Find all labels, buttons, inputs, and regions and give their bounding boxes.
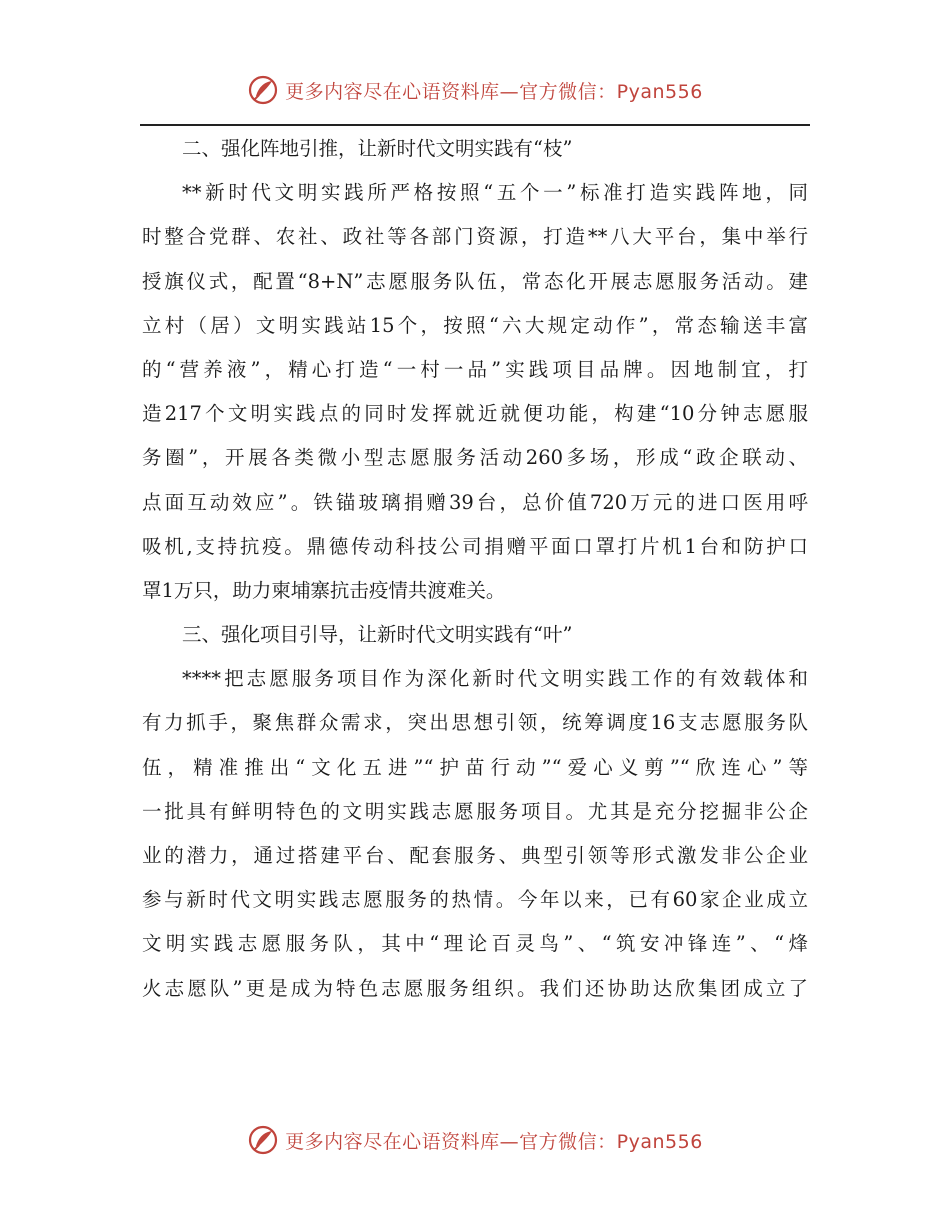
paragraph-line: 的“营养液”，精心打造“一村一品”实践项目品牌。因地制宜，打	[142, 357, 808, 381]
paragraph-line: 造217个文明实践点的同时发挥就近就便功能，构建“10分钟志愿服	[142, 402, 808, 426]
paragraph-line: 务圈”，开展各类微小型志愿服务活动260多场，形成“政企联动、	[142, 446, 808, 470]
footer-watermark	[0, 1120, 950, 1160]
brand-logo-icon	[247, 74, 279, 106]
document-body	[142, 127, 808, 1011]
paragraph-line: 参与新时代文明实践志愿服务的热情。今年以来，已有60家企业成立	[142, 888, 808, 912]
header-divider	[140, 124, 810, 126]
watermark-text: 更多内容尽在心语资料库—官方微信：Pyan556	[285, 1130, 703, 1153]
paragraph-line: **新时代文明实践所严格按照“五个一”标准打造实践阵地，同	[182, 181, 808, 205]
paragraph-line: 时整合党群、农社、政社等各部门资源，打造**八大平台，集中举行	[142, 225, 808, 249]
watermark-text: 更多内容尽在心语资料库—官方微信：Pyan556	[285, 80, 703, 103]
paragraph-line: 授旗仪式，配置“8+N”志愿服务队伍，常态化开展志愿服务活动。建	[142, 269, 808, 293]
section-heading-3: 三、强化项目引导，让新时代文明实践有“叶”	[182, 623, 573, 647]
paragraph-line: ****把志愿服务项目作为深化新时代文明实践工作的有效载体和	[182, 667, 808, 691]
paragraph-line: 罩1万只，助力柬埔寨抗击疫情共渡难关。	[142, 578, 506, 602]
paragraph-line: 火志愿队”更是成为特色志愿服务组织。我们还协助达欣集团成立了	[142, 976, 808, 1000]
paragraph-line: 吸机,支持抗疫。鼎德传动科技公司捐赠平面口罩打片机1台和防护口	[142, 534, 808, 558]
paragraph-line: 文明实践志愿服务队，其中“理论百灵鸟”、“筑安冲锋连”、“烽	[142, 932, 808, 956]
header-watermark	[0, 70, 950, 110]
paragraph-line: 一批具有鲜明特色的文明实践志愿服务项目。尤其是充分挖掘非公企	[142, 799, 808, 823]
section-heading-2: 二、强化阵地引推，让新时代文明实践有“枝”	[182, 137, 573, 160]
brand-logo-icon	[247, 1124, 279, 1156]
paragraph-line: 点面互动效应”。铁锚玻璃捐赠39台，总价值720万元的进口医用呼	[142, 490, 808, 514]
paragraph-line: 伍，精准推出“文化五进”“护苗行动”“爱心义剪”“欣连心”等	[142, 755, 808, 779]
paragraph-line: 有力抓手，聚焦群众需求，突出思想引领，统筹调度16支志愿服务队	[142, 711, 808, 735]
paragraph-line: 业的潜力，通过搭建平台、配套服务、典型引领等形式激发非公企业	[142, 844, 808, 867]
paragraph-line: 立村（居）文明实践站15个，按照“六大规定动作”，常态输送丰富	[142, 313, 808, 337]
